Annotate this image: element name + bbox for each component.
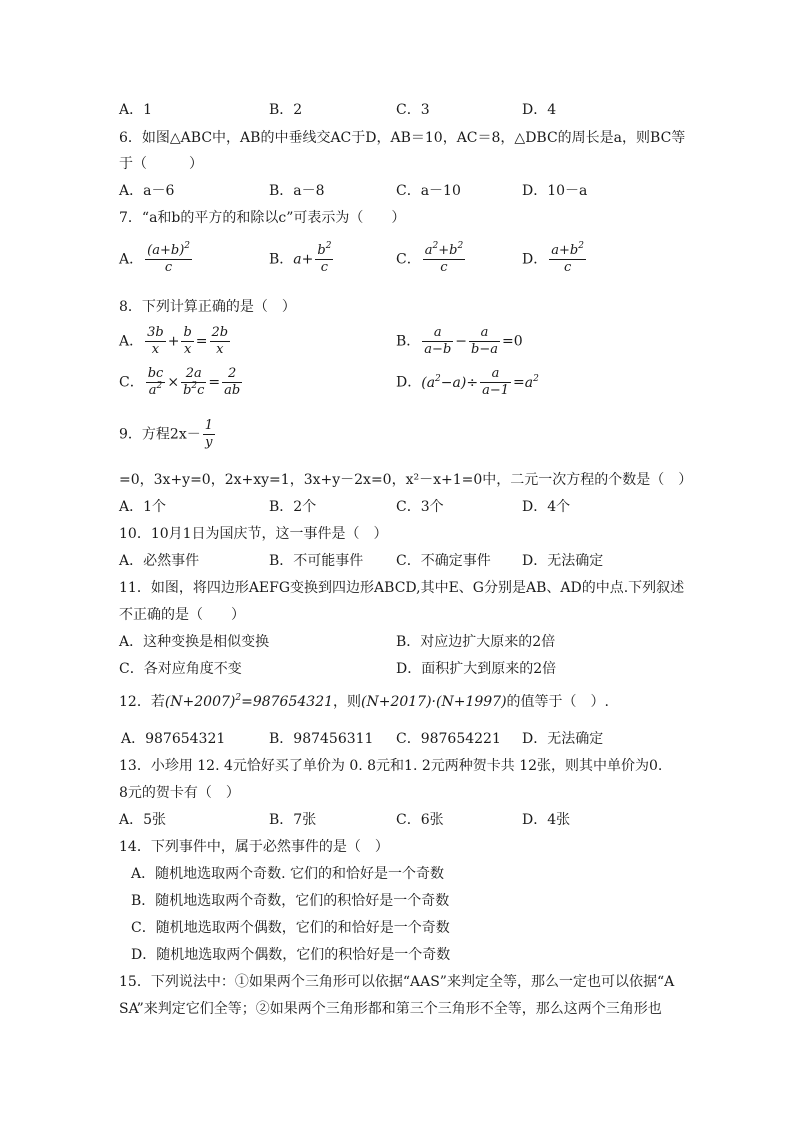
q9-stem-line1: 9．方程2x－ $\frac{1}{y}$ [119, 418, 213, 450]
q8-options-row1 [119, 325, 679, 361]
q5-option-d: D．4 [522, 102, 557, 118]
q7-option-b: B．a+ $\frac{b^2}{c}$ [269, 241, 332, 275]
q11-stem-line2: 不正确的是（ ） [119, 607, 245, 623]
q15-stem-line1: 15．下列说法中：①如果两个三角形可以依据“AAS”来判定全等，那么一定也可以依据“A [119, 974, 675, 990]
q7-a-formula: $\frac{(a+b)^2}{c}$ [147, 241, 191, 275]
q11-option-c: C．各对应角度不变 [119, 661, 242, 677]
q8-option-d: D．$(a^2-a)\div$ $\frac{a}{a-1}$ $=a^2$ [396, 366, 539, 398]
q13-option-b: B．7张 [269, 812, 317, 828]
q9-option-c: C．3个 [396, 499, 444, 515]
q7-d-formula: $\frac{a+b^2}{c}$ [551, 241, 584, 275]
q6-option-c: C．a－10 [396, 183, 461, 199]
q12-option-b: B．987456311 [269, 731, 374, 747]
q5-option-a: A．1 [119, 102, 153, 118]
q10-stem: 10．10月1日为国庆节，这一事件是（ ） [119, 526, 388, 542]
q8-stem: 8．下列计算正确的是（ ） [119, 299, 296, 315]
q12-option-c: C．987654221 [396, 731, 501, 747]
q9-option-a: A．1个 [119, 499, 167, 515]
q14-stem: 14．下列事件中，属于必然事件的是（ ） [119, 839, 389, 855]
q8-option-c: C． $\frac{bc}{a^2}$ × $\frac{2a}{b^2c}$ = $\frac{2}{ab}$ [119, 366, 241, 398]
q13-option-c: C．6张 [396, 812, 444, 828]
q9-fraction: $\frac{1}{y}$ [204, 418, 213, 450]
q12-stem: 12．若$(N+2007)^2=987654321$，则(N+2017)·(N+1997)的值等于（ ）. [119, 693, 609, 710]
q6-option-a: A．a－6 [119, 183, 175, 199]
q14-option-b: B．随机地选取两个奇数，它们的积恰好是一个奇数 [131, 893, 450, 909]
q13-option-a: A．5张 [119, 812, 167, 828]
q10-option-c: C．不确定事件 [396, 553, 491, 569]
q6-stem-line1: 6．如图△ABC中，AB的中垂线交AC于D，AB＝10，AC＝8，△DBC的周长是a，则BC等 [119, 130, 686, 146]
q6-option-d: D．10－a [522, 183, 588, 199]
q7-stem: 7．“a和b的平方的和除以c”可表示为（ ） [119, 210, 406, 226]
q15-stem-line2: SA”来判定它们全等；②如果两个三角形都和第三个三角形不全等，那么这两个三角形也 [119, 1001, 662, 1017]
q7-option-a: A． $\frac{(a+b)^2}{c}$ [119, 241, 191, 275]
q13-option-d: D．4张 [522, 812, 571, 828]
q6-stem-line2: 于（ ） [119, 156, 203, 172]
q9-stem-line2: =0，3x+y=0，2x+xy=1，3x+y－2x=0，x²－x+1=0中，二元一次方程的个数是（ ） [119, 472, 693, 488]
q14-option-d: D．随机地选取两个偶数，它们的积恰好是一个奇数 [131, 947, 451, 963]
q14-option-a: A．随机地选取两个奇数. 它们的和恰好是一个奇数 [131, 866, 445, 882]
q13-stem-line1: 13．小珍用 12. 4元恰好买了单价为 0. 8元和1. 2元两种贺卡共 12张，则其中单价为0. [119, 758, 663, 774]
q11-option-a: A．这种变换是相似变换 [119, 634, 270, 650]
q5-option-c: C．3 [396, 102, 430, 118]
q9-option-d: D．4个 [522, 499, 571, 515]
q6-option-b: B．a－8 [269, 183, 325, 199]
q11-stem-line1: 11．如图，将四边形AEFG变换到四边形ABCD,其中E、G分别是AB、AD的中点.下列叙述 [119, 580, 685, 596]
q10-option-b: B．不可能事件 [269, 553, 364, 569]
q8-options-row2 [119, 366, 679, 402]
q10-option-d: D．无法确定 [522, 553, 604, 569]
q11-option-d: D．面积扩大到原来的2倍 [396, 661, 557, 677]
q5-option-b: B．2 [269, 102, 303, 118]
q13-stem-line2: 8元的贺卡有（ ） [119, 785, 240, 801]
q7-b-formula: a [293, 251, 302, 268]
q7-option-c: C． $\frac{a^2+b^2}{c}$ [396, 241, 464, 275]
q12-option-a: A．987654321 [121, 731, 226, 747]
q7-c-formula: $\frac{a^2+b^2}{c}$ [424, 241, 464, 275]
q12-formula-2: (N+2017)·(N+1997) [361, 694, 507, 710]
q11-option-b: B．对应边扩大原来的2倍 [396, 634, 556, 650]
q7-options [119, 243, 679, 283]
q9-option-b: B．2个 [269, 499, 317, 515]
q14-option-c: C．随机地选取两个偶数，它们的和恰好是一个奇数 [131, 920, 450, 936]
q7-option-d: D． $\frac{a+b^2}{c}$ [522, 241, 584, 275]
q12-formula-1: $(N+2007)^2=987654321$ [164, 693, 334, 710]
q8-option-b: B． $\frac{a}{a-b}$ − $\frac{a}{b-a}$ =0 [396, 325, 523, 357]
q12-option-d: D．无法确定 [522, 731, 604, 747]
q10-option-a: A．必然事件 [119, 553, 200, 569]
q8-option-a: A． $\frac{3b}{x}$ + $\frac{b}{x}$ = $\frac{2b}{x}$ [119, 325, 229, 357]
